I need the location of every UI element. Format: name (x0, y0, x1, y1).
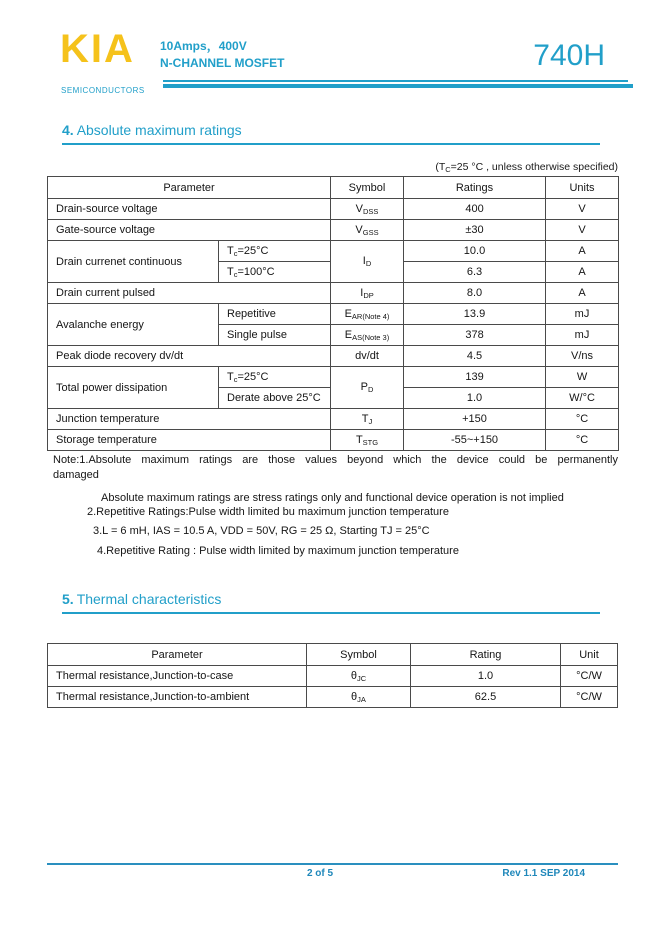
thermal-header-unit: Unit (561, 644, 618, 666)
cond-rest: =25°C (237, 370, 269, 383)
amr-tstg-symbol (331, 430, 404, 451)
table-row (48, 283, 619, 304)
amr-pd-param: Total power dissipation (48, 367, 219, 409)
amr-avalanche-rating1: 13.9 (404, 304, 546, 325)
amr-avalanche-symbol2 (331, 325, 404, 346)
amr-tstg-param: Storage temperature (48, 430, 331, 451)
section5-title: Thermal characteristics (76, 591, 222, 607)
amr-pd-cond2: Derate above 25°C (219, 388, 331, 409)
amr-dvdt-param: Peak diode recovery dv/dt (48, 346, 331, 367)
cond-base: T (227, 244, 234, 257)
symbol-base: T (361, 412, 369, 425)
amr-avalanche-unit1: mJ (546, 304, 619, 325)
symbol-subscript: JC (356, 673, 367, 683)
symbol-subscript: AR(Note 4) (351, 311, 390, 321)
symbol-subscript: JA (357, 694, 366, 704)
cond-base: T (227, 265, 234, 278)
cond-subscript: c (233, 248, 238, 258)
amr-header-units: Units (546, 177, 619, 199)
thermal-jc-rating: 1.0 (411, 666, 561, 687)
section4-title: Absolute maximum ratings (76, 122, 242, 138)
amr-dvdt-rating: 4.5 (404, 346, 546, 367)
cond-rest: =25°C (237, 244, 269, 257)
product-spec (160, 38, 284, 72)
amr-avalanche-cond2: Single pulse (219, 325, 331, 346)
amr-pd-unit1: W (546, 367, 619, 388)
condition-note (435, 161, 618, 174)
table-header-row (48, 644, 618, 666)
header-rule-thin (163, 80, 628, 82)
cond-base: T (227, 370, 234, 383)
amr-avalanche-cond1: Repetitive (219, 304, 331, 325)
symbol-subscript: J (368, 416, 373, 426)
amr-idp-param: Drain current pulsed (48, 283, 331, 304)
table-row (48, 430, 619, 451)
table-row (48, 367, 619, 388)
amr-header-symbol: Symbol (331, 177, 404, 199)
table-header-row (48, 177, 619, 199)
symbol-base: θ (351, 690, 358, 703)
amr-id-rating2: 6.3 (404, 262, 546, 283)
amr-id-param: Drain currenet continuous (48, 241, 219, 283)
footer-revision: Rev 1.1 SEP 2014 (502, 868, 585, 879)
amr-dss-param: Drain-source voltage (48, 199, 331, 220)
symbol-subscript: D (365, 259, 372, 268)
table-row (48, 241, 619, 262)
amr-dss-rating: 400 (404, 199, 546, 220)
header-rule-thick (163, 84, 633, 88)
product-spec-line2: N-CHANNEL MOSFET (160, 56, 285, 70)
thermal-ja-symbol (307, 687, 411, 708)
cond-subscript: c (233, 374, 238, 384)
thermal-ja-unit: °C/W (561, 687, 618, 708)
symbol-base: I (360, 286, 364, 299)
amr-gss-symbol (331, 220, 404, 241)
symbol-subscript: DSS (362, 206, 379, 216)
amr-tj-symbol (331, 409, 404, 430)
note-line-3: Absolute maximum ratings are stress ratings only and functional device operation is not implied (101, 492, 564, 504)
amr-idp-symbol (331, 283, 404, 304)
cond-rest: =100°C (237, 265, 275, 278)
amr-avalanche-rating2: 378 (404, 325, 546, 346)
section4-number: 4. (62, 122, 74, 138)
amr-pd-unit2: W/°C (546, 388, 619, 409)
amr-header-parameter: Parameter (48, 177, 331, 199)
thermal-ja-rating: 62.5 (411, 687, 561, 708)
symbol-base: θ (350, 669, 357, 682)
symbol-base: T (355, 433, 363, 446)
amr-gss-unit: V (546, 220, 619, 241)
table-row (48, 409, 619, 430)
thermal-header-rating: Rating (411, 644, 561, 666)
table-row (48, 346, 619, 367)
thermal-header-symbol: Symbol (307, 644, 411, 666)
amr-tstg-unit: °C (546, 430, 619, 451)
amr-tstg-rating: -55~+150 (404, 430, 546, 451)
thermal-characteristics-table (47, 643, 618, 708)
note-line-6: 4.Repetitive Rating : Pulse width limited by maximum junction temperature (97, 545, 459, 557)
amr-id-unit1: A (546, 241, 619, 262)
symbol-subscript: STG (362, 437, 379, 447)
table-row (48, 199, 619, 220)
section5-heading (62, 592, 600, 614)
symbol-subscript: AS(Note 3) (352, 332, 390, 342)
table-row (48, 666, 618, 687)
amr-gss-rating: ±30 (404, 220, 546, 241)
symbol-base: P (360, 381, 368, 393)
amr-gss-param: Gate-source voltage (48, 220, 331, 241)
symbol-base: E (344, 328, 353, 341)
amr-id-cond1 (219, 241, 331, 262)
amr-id-rating1: 10.0 (404, 241, 546, 262)
amr-id-cond2 (219, 262, 331, 283)
table-row (48, 304, 619, 325)
amr-tj-param: Junction temperature (48, 409, 331, 430)
amr-pd-rating2: 1.0 (404, 388, 546, 409)
note-line-5: 3.L = 6 mH, IAS = 10.5 A, VDD = 50V, RG = 25 Ω, Starting TJ = 25°C (93, 525, 430, 537)
amr-dvdt-symbol: dv/dt (331, 346, 404, 367)
amr-dss-symbol (331, 199, 404, 220)
amr-pd-cond1 (219, 367, 331, 388)
condition-note-pre: (T (435, 161, 446, 173)
symbol-subscript: D (367, 385, 374, 394)
symbol-subscript: DP (363, 290, 374, 300)
amr-idp-unit: A (546, 283, 619, 304)
amr-header-ratings: Ratings (404, 177, 546, 199)
amr-dvdt-unit: V/ns (546, 346, 619, 367)
brand-logo-caption: SEMICONDUCTORS (61, 86, 145, 95)
symbol-base: E (344, 307, 352, 320)
amr-tj-rating: +150 (404, 409, 546, 430)
absolute-maximum-ratings-table (47, 176, 619, 451)
symbol-base: V (355, 202, 363, 215)
amr-pd-rating1: 139 (404, 367, 546, 388)
amr-id-unit2: A (546, 262, 619, 283)
note-line-4: 2.Repetitive Ratings:Pulse width limited bu maximum junction temperature (87, 506, 449, 518)
amr-avalanche-unit2: mJ (546, 325, 619, 346)
condition-note-subscript: C (445, 165, 451, 174)
thermal-header-parameter: Parameter (48, 644, 307, 666)
amr-avalanche-param: Avalanche energy (48, 304, 219, 346)
symbol-subscript: GSS (362, 227, 379, 237)
footer-page-number: 2 of 5 (306, 868, 334, 879)
part-number: 740H (533, 39, 605, 72)
amr-idp-rating: 8.0 (404, 283, 546, 304)
cond-subscript: c (233, 269, 238, 279)
section4-heading (62, 123, 600, 145)
amr-tj-unit: °C (546, 409, 619, 430)
amr-dss-unit: V (546, 199, 619, 220)
thermal-ja-param: Thermal resistance,Junction-to-ambient (48, 687, 307, 708)
thermal-jc-unit: °C/W (561, 666, 618, 687)
thermal-jc-param: Thermal resistance,Junction-to-case (48, 666, 307, 687)
product-spec-line1: 10Amps，400V (160, 39, 247, 53)
amr-avalanche-symbol1 (331, 304, 404, 325)
symbol-base: V (355, 223, 363, 236)
brand-logo-text: KIA (60, 27, 135, 71)
table-row (48, 220, 619, 241)
note-line-1: Note:1.Absolute maximum ratings are those values beyond which the device could be permanently (53, 454, 618, 466)
symbol-base: I (362, 255, 366, 267)
amr-id-symbol (331, 241, 404, 283)
footer-rule (47, 863, 618, 865)
section5-number: 5. (62, 591, 74, 607)
table-row (48, 687, 618, 708)
thermal-jc-symbol (307, 666, 411, 687)
condition-note-post: =25 °C , unless otherwise specified) (450, 161, 618, 173)
amr-pd-symbol (331, 367, 404, 409)
note-line-2: damaged (53, 469, 99, 481)
